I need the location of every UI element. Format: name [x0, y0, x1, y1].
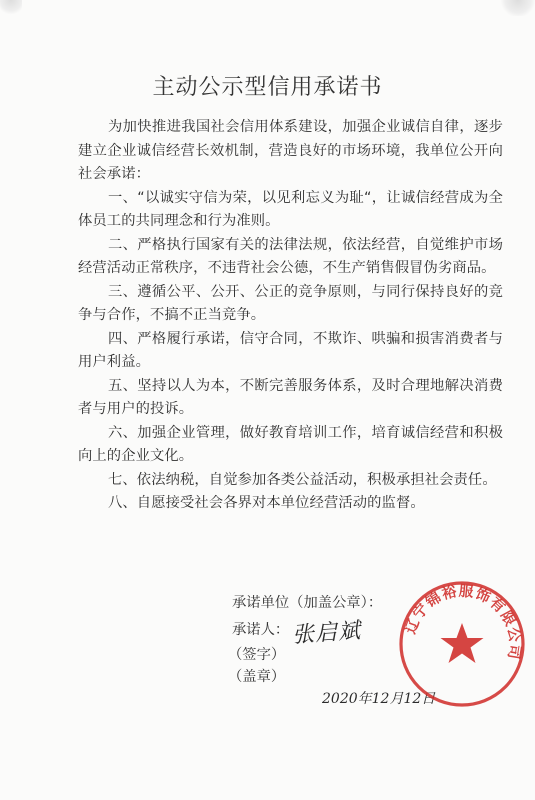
intro-paragraph: 为加快推进我国社会信用体系建设，加强企业诚信自律，逐步建立企业诚信经营长效机制，营造良好的市场环境，我单位公开向社会承诺： — [78, 119, 503, 182]
commitment-4: 四、严格履行承诺，信守合同，不欺诈、哄骗和损害消费者与用户利益。 — [78, 330, 503, 370]
scan-corner-mark — [0, 0, 22, 16]
scan-corner-mark — [501, 0, 535, 16]
sign-note: （签字） — [228, 647, 286, 663]
commitment-5: 五、坚持以人为本，不断完善服务体系，及时合理地解决消费者与用户的投诉。 — [78, 377, 503, 417]
unit-label: 承诺单位（加盖公章）： — [232, 595, 383, 611]
commitment-8: 八、自愿接受社会各界对本单位经营活动的监督。 — [108, 495, 425, 511]
commitment-2: 二、严格执行国家有关的法律法规，依法经营，自觉维护市场经营活动正常秩序，不违背社会公德，不生产销售假冒伪劣商品。 — [78, 236, 503, 276]
commitment-3: 三、遵循公平、公开、公正的竞争原则，与同行保持良好的竞争与合作，不搞不正当竞争。 — [78, 283, 503, 323]
stamp-note: （盖章） — [228, 669, 286, 685]
handwritten-signature: 张启斌 — [291, 618, 362, 649]
company-seal-icon — [396, 578, 528, 710]
signature-date: 2020年12月12日 — [322, 691, 436, 707]
commitment-6: 六、加强企业管理，做好教育培训工作，培育诚信经营和积极向上的企业文化。 — [78, 424, 503, 464]
commitment-1: 一、“以诚实守信为荣，以见利忘义为耻“，让诚信经营成为全体员工的共同理念和行为准则。 — [78, 189, 503, 229]
seal-text: 辽宁锦裕服饰有限公司 — [402, 583, 523, 662]
person-label: 承诺人： — [232, 622, 290, 638]
document-body — [78, 116, 503, 516]
commitment-7: 七、依法纳税，自觉参加各类公益活动，积极承担社会责任。 — [108, 471, 497, 488]
document-title: 主动公示型信用承诺书 — [152, 75, 383, 100]
